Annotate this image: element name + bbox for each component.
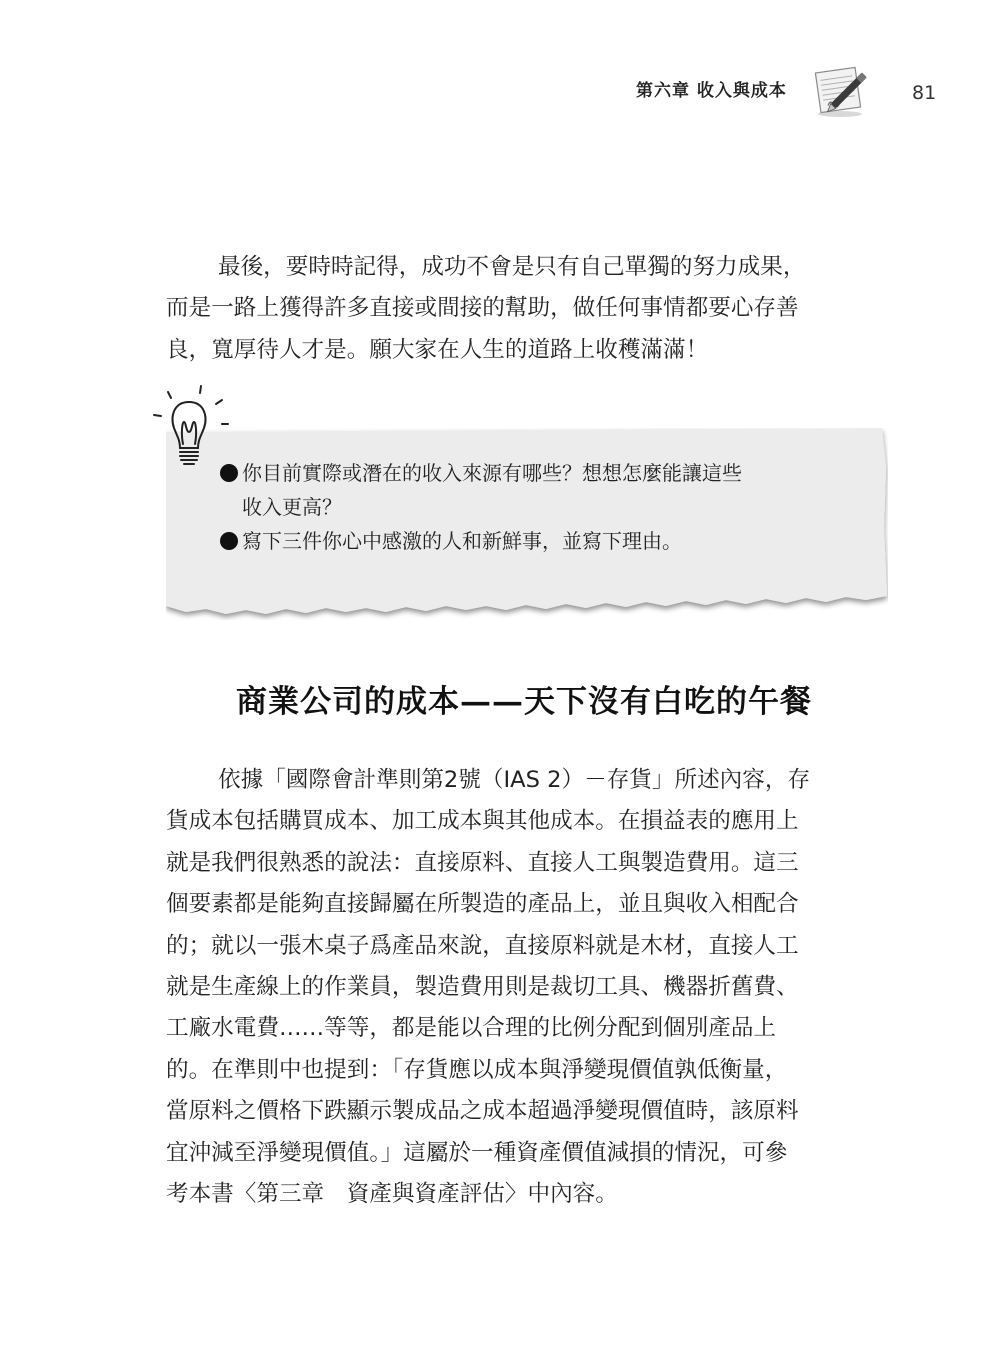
paragraph-line: 考本書〈第三章 資產與資產評估〉中內容。 xyxy=(166,1181,618,1208)
page-header xyxy=(0,62,1000,122)
note-item-continuation: 收入更高？ xyxy=(242,495,342,519)
bullet-icon xyxy=(220,532,238,550)
paragraph-line: 貨成本包括購買成本、加工成本與其他成本。在損益表的應用上 xyxy=(166,808,799,835)
note-list xyxy=(220,456,742,558)
paragraph-line: 宜沖減至淨變現價值。」這屬於一種資產價值減損的情況，可參 xyxy=(166,1139,788,1166)
paragraph-line: 就是生產線上的作業員，製造費用則是裁切工具、機器折舊費、 xyxy=(166,974,799,1001)
lightbulb-icon xyxy=(150,378,232,474)
paragraph-line: 而是一路上獲得許多直接或間接的幫助，做任何事情都要心存善 xyxy=(166,295,799,322)
note-item-text: 你目前實際或潛在的收入來源有哪些？想想怎麼能讓這些 xyxy=(242,461,742,485)
chapter-title: 第六章 收入與成本 xyxy=(636,81,787,101)
closing-paragraph xyxy=(166,247,886,371)
paragraph-line: 的。在準則中也提到：「存貨應以成本與淨變現價值孰低衡量， xyxy=(166,1056,788,1083)
section-heading: 商業公司的成本——天下沒有白吃的午餐 xyxy=(236,684,812,720)
body-paragraph xyxy=(166,760,886,1215)
paragraph-line: 就是我們很熟悉的說法：直接原料、直接人工與製造費用。這三 xyxy=(166,849,799,876)
notepad-pen-icon xyxy=(812,62,878,120)
note-item xyxy=(220,524,742,558)
page-number: 81 xyxy=(912,82,937,104)
paragraph-line: 工廠水電費……等等，都是能以合理的比例分配到個別產品上 xyxy=(166,1015,777,1042)
note-item xyxy=(220,456,742,490)
note-item-text: 寫下三件你心中感激的人和新鮮事，並寫下理由。 xyxy=(242,529,682,553)
paragraph-line: 當原料之價格下跌顯示製成品之成本超過淨變現價值時，該原料 xyxy=(166,1098,799,1125)
paragraph-line: 個要素都是能夠直接歸屬在所製造的產品上，並且與收入相配合 xyxy=(166,891,799,918)
paragraph-line: 依據「國際會計準則第2號（IAS 2）－存貨」所述內容，存 xyxy=(218,767,811,793)
paragraph-line: 良，寬厚待人才是。願大家在人生的道路上收穫滿滿！ xyxy=(166,336,709,363)
paragraph-line: 的；就以一張木桌子爲產品來說，直接原料就是木材，直接人工 xyxy=(166,932,799,959)
reflection-note-box xyxy=(166,428,888,620)
paragraph-line: 最後，要時時記得，成功不會是只有自己單獨的努力成果， xyxy=(218,254,806,280)
